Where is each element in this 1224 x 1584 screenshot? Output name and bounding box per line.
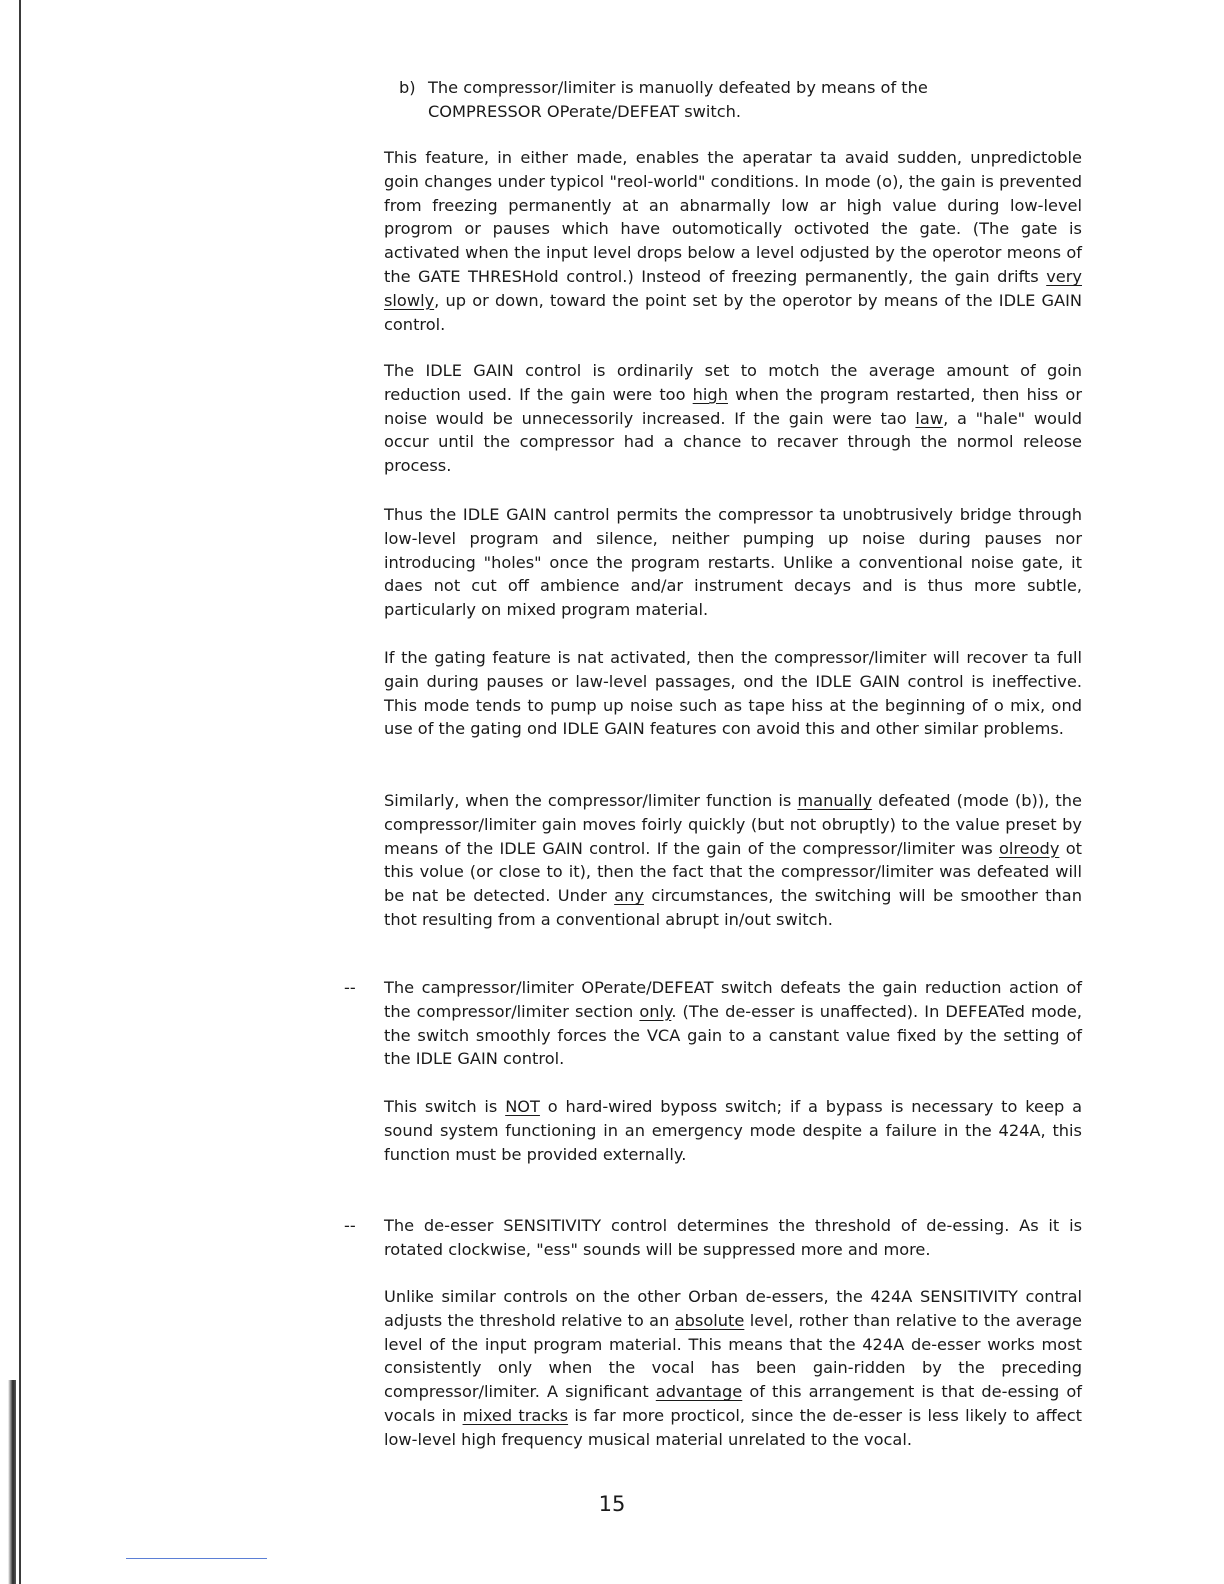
paragraph-manual-defeat: Similarly, when the compressor/limiter function is manually defeated (mode (b)), the compressor/limiter gain moves foirly quickly (but not obruptly) to the value preset by means of the IDLE GAIN control. If the gain of the compressor/limiter was olreody ot this volue (or close to it), then the fact that the compressor/limiter was defeated will be nat be detected. Under any circumstances, the switching will be smoother than thot resulting from a conventional abrupt in/out switch. [384, 791, 1082, 929]
binding-edge [0, 0, 30, 1584]
paragraph-gating: If the gating feature is nat activated, then the compressor/limiter will recover ta full gain during pauses or law-level passages, ond the IDLE GAIN control is ineffective. This mode tends to pump up noise such as tape hiss at the beginning of o mix, ond use of the gating ond IDLE GAIN features con avoid this and other similar problems. [384, 648, 1082, 739]
paragraph-idle-gain: The IDLE GAIN control is ordinarily set to motch the average amount of goin reduction used. If the gain were too high when the program restarted, then hiss or noise would be unnecessorily increased. If the gain were tao law, a "hale" would occur until the compressor had a chance to recaver through the normol releose process. [384, 361, 1082, 476]
paragraph-orban: Unlike similar controls on the other Orban de-essers, the 424A SENSITIVITY contral adjusts the threshold relative to an absolute level, rother than relative to the average level of the input program material. This means that the 424A de-esser works most consistently only when the vocal has been gain-ridden by the preceding compressor/limiter. A significant advantage of this arrangement is that de-essing of vocals in mixed tracks is far more procticol, since the de-esser is less likely to affect low-level high frequency musical material unrelated to the vocal. [384, 1287, 1082, 1449]
footer-rule [126, 1558, 267, 1559]
bullet-dash-2: -- [344, 1216, 356, 1235]
item-b-label: b) [399, 78, 416, 97]
binding-shadow [8, 1380, 16, 1584]
item-b-text: The compressor/limiter is manuolly defeated by means of the COMPRESSOR OPerate/DEFEAT switch. [428, 78, 928, 121]
paragraph-bridge: Thus the IDLE GAIN cantrol permits the compressor ta unobtrusively bridge through low-level program and silence, neither pumping up noise during pauses nor introducing "holes" once the program restarts. Unlike a conventional noise gate, it daes not cut off ambience and/ar instrument decays and is thus more subtle, particularly on mixed program material. [384, 505, 1082, 620]
page-number: 15 [598, 1492, 626, 1516]
bullet-dash-1: -- [344, 978, 356, 997]
paragraph-sensitivity: The de-esser SENSITIVITY control determines the threshold of de-essing. As it is rotated clockwise, "ess" sounds will be suppressed more and more. [384, 1216, 1082, 1259]
paragraph-bypass: This switch is NOT o hard-wired byposs switch; if a bypass is necessary to keep a sound system functioning in an emergency mode despite a failure in the 424A, this function must be provided externally. [384, 1097, 1083, 1164]
paragraph-feature: This feature, in either made, enables the aperatar ta avaid sudden, unpredictoble goin changes under typicol "reol-world" conditions. In mode (o), the gain is prevented from freezing permanently at an abnarmally low ar high value during low-level progrom or pauses which have outomotically octivoted the gate. (The gate is activated when the input level drops below a level odjusted by the operotor meons of the GATE THRESHold control.) Insteod of freezing permanently, the gain drifts very slowly, up or down, toward the point set by the operotor by means of the IDLE GAIN control. [384, 148, 1082, 334]
paragraph-operate-defeat: The campressor/limiter OPerate/DEFEAT switch defeats the gain reduction action of the compressor/limiter section only. (The de-esser is unaffected). In DEFEATed mode, the switch smoothly forces the VCA gain to a canstant value fixed by the setting of the IDLE GAIN control. [384, 978, 1083, 1069]
